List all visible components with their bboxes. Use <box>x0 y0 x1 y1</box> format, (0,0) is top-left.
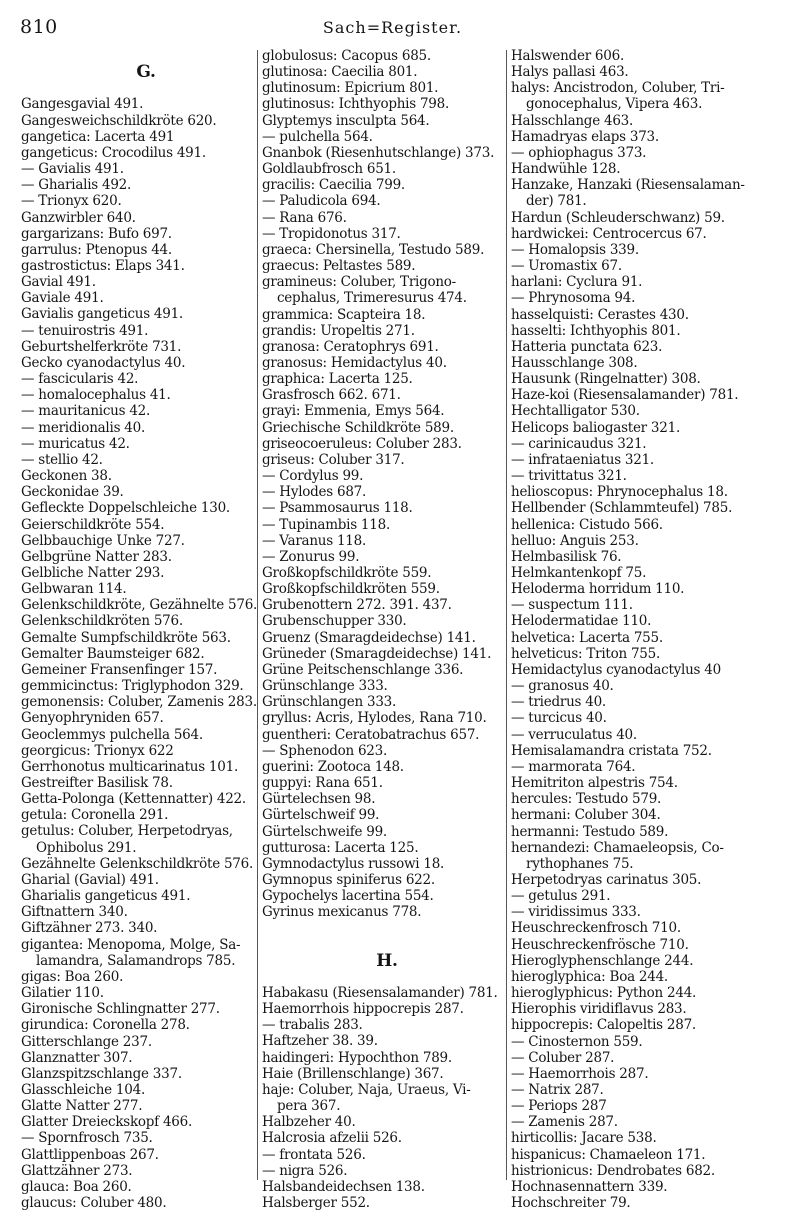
index-entry: Gironische Schlingnatter 277. <box>21 1001 220 1018</box>
index-entry: Handwühle 128. <box>511 161 621 178</box>
index-entry: glauca: Boa 260. <box>21 1178 132 1195</box>
index-entry: Gezähnelte Gelenkschildkröte 576. <box>21 855 254 872</box>
index-entry: gastrostictus: Elaps 341. <box>21 258 185 274</box>
index-entry: Großkopfschildkröten 559. <box>262 581 440 598</box>
index-entry: hirticollis: Jacare 538. <box>511 1130 657 1147</box>
index-entry: Gestreifter Basilisk 78. <box>21 775 173 791</box>
index-column-2 <box>262 48 512 1211</box>
spacer <box>262 969 512 985</box>
index-entry: Geckonen 38. <box>21 468 112 485</box>
index-column-3 <box>511 48 773 1211</box>
index-entry: — Paludicola 694. <box>262 193 381 210</box>
index-entry: Giftnattern 340. <box>21 904 128 921</box>
index-entry: glaucus: Coluber 480. <box>21 1195 167 1211</box>
index-entry: Gitterschlange 237. <box>21 1033 152 1050</box>
index-entry: Gangesweichschildkröte 620. <box>21 112 217 129</box>
index-entry: gigantea: Menopoma, Molge, Sa- <box>21 936 241 953</box>
index-entry: Halys pallasi 463. <box>511 64 629 81</box>
index-entry: getulus: Coluber, Herpetodryas, <box>21 823 233 840</box>
index-entry: hellenica: Cistudo 566. <box>511 516 663 533</box>
index-entry: Gürtelschweif 99. <box>262 807 380 824</box>
index-entry: grammica: Scapteira 18. <box>262 306 426 323</box>
index-entry: Gürtelschweife 99. <box>262 823 387 840</box>
index-entry: Gymnopus spiniferus 622. <box>262 871 435 888</box>
index-entry: gigas: Boa 260. <box>21 968 124 985</box>
index-entry: — Psammosaurus 118. <box>262 500 413 517</box>
index-entry: georgicus: Trionyx 622 <box>21 742 174 759</box>
index-entry: — trabalis 283. <box>262 1017 363 1034</box>
index-entry: hermani: Coluber 304. <box>511 807 661 824</box>
index-entry: Gefleckte Doppelschleiche 130. <box>21 500 230 517</box>
index-entry: hasselti: Ichthyophis 801. <box>511 322 681 339</box>
index-entry: griseus: Coluber 317. <box>262 451 405 468</box>
index-entry: globulosus: Cacopus 685. <box>262 48 431 64</box>
index-entry: — Varanus 118. <box>262 532 367 549</box>
index-entry: getula: Coronella 291. <box>21 807 169 824</box>
index-entry: — turcicus 40. <box>511 710 607 727</box>
index-entry: Glanzspitzschlange 337. <box>21 1065 182 1082</box>
index-entry: gangetica: Lacerta 491 <box>21 128 175 145</box>
index-entry: Gavialis gangeticus 491. <box>21 306 183 323</box>
index-entry: Gemeiner Fransenfinger 157. <box>21 661 218 678</box>
index-entry: — Sphenodon 623. <box>262 742 388 759</box>
index-entry: Genyophryniden 657. <box>21 710 164 727</box>
index-entry: halys: Ancistrodon, Coluber, Tri- <box>511 80 725 97</box>
index-entry: graphica: Lacerta 125. <box>262 371 413 388</box>
index-entry: Getta-Polonga (Kettennatter) 422. <box>21 791 246 808</box>
index-entry: — Gavialis 491. <box>21 161 124 178</box>
index-entry: Hochnasennattern 339. <box>511 1178 668 1195</box>
index-entry: hardwickei: Centrocercus 67. <box>511 225 707 242</box>
index-entry: — mauritanicus 42. <box>21 403 151 420</box>
index-entry: — tenuirostris 491. <box>21 322 149 339</box>
index-entry: — verruculatus 40. <box>511 726 637 743</box>
index-entry: graeca: Chersinella, Testudo 589. <box>262 241 485 258</box>
index-entry: garrulus: Ptenopus 44. <box>21 241 172 258</box>
index-entry: glutinosa: Caecilia 801. <box>262 64 418 81</box>
index-entry: Heuschreckenfrosch 710. <box>511 920 681 937</box>
index-entry: guentheri: Ceratobatrachus 657. <box>262 726 480 743</box>
index-entry: — stellio 42. <box>21 451 103 468</box>
index-entry: histrionicus: Dendrobates 682. <box>511 1162 715 1179</box>
index-entry: Grasfrosch 662. 671. <box>262 387 401 404</box>
index-entry: Hardun (Schleuderschwanz) 59. <box>511 209 725 226</box>
index-entry-continuation: lamandra, Salamandrops 785. <box>36 952 236 969</box>
index-entry: Herpetodryas carinatus 305. <box>511 871 702 888</box>
index-entry: — frontata 526. <box>262 1146 366 1163</box>
index-entry: — Zamenis 287. <box>511 1114 618 1131</box>
index-entry: Gangesgavial 491. <box>21 96 144 113</box>
index-entry: Grüneder (Smaragdeidechse) 141. <box>262 645 492 662</box>
index-entry: gemonensis: Coluber, Zamenis 283. <box>21 694 257 711</box>
index-entry: — Uromastix 67. <box>511 258 622 275</box>
index-entry: Geckonidae 39. <box>21 484 124 501</box>
index-entry: Hamadryas elaps 373. <box>511 128 659 145</box>
index-entry: — Gharialis 492. <box>21 177 132 194</box>
index-entry: Goldlaubfrosch 651. <box>262 161 396 178</box>
index-entry: hippocrepis: Calopeltis 287. <box>511 1017 696 1034</box>
index-entry: Gaviale 491. <box>21 290 104 307</box>
index-entry: gemmicinctus: Triglyphodon 329. <box>21 678 244 695</box>
index-entry: — Tupinambis 118. <box>262 516 390 533</box>
index-entry: Halsbandeidechsen 138. <box>262 1178 425 1195</box>
index-entry: Gelbbauchige Unke 727. <box>21 532 185 549</box>
index-entry: — carinicaudus 321. <box>511 435 647 452</box>
index-entry: Glanznatter 307. <box>21 1049 133 1066</box>
index-entry: Gemalte Sumpfschildkröte 563. <box>21 629 231 646</box>
index-entry: harlani: Cyclura 91. <box>511 274 643 291</box>
index-entry: — meridionalis 40. <box>21 419 146 436</box>
spacer <box>262 920 512 936</box>
index-entry: helioscopus: Phrynocephalus 18. <box>511 484 728 501</box>
index-entry: — Spornfrosch 735. <box>21 1130 153 1147</box>
index-entry: — Cinosternon 559. <box>511 1033 643 1050</box>
index-entry: Halsberger 552. <box>262 1195 370 1211</box>
index-entry: hasselquisti: Cerastes 430. <box>511 306 689 323</box>
index-entry: gutturosa: Lacerta 125. <box>262 839 419 856</box>
index-entry: — fascicularis 42. <box>21 371 139 388</box>
index-entry: Gyrinus mexicanus 778. <box>262 904 422 921</box>
index-entry: Grünschlange 333. <box>262 678 388 695</box>
index-entry: Haftzeher 38. 39. <box>262 1033 378 1050</box>
index-entry: Hochschreiter 79. <box>511 1195 631 1211</box>
index-entry: Glatter Dreieckskopf 466. <box>21 1114 193 1131</box>
index-entry: grandis: Uropeltis 271. <box>262 322 415 339</box>
index-entry: gramineus: Coluber, Trigono- <box>262 274 456 291</box>
index-entry: guerini: Zootoca 148. <box>262 758 404 775</box>
index-entry: Heloderma horridum 110. <box>511 581 685 598</box>
index-entry: gracilis: Caecilia 799. <box>262 177 405 194</box>
index-entry: — Homalopsis 339. <box>511 241 639 258</box>
index-entry: Gharialis gangeticus 491. <box>21 888 191 905</box>
index-entry: Gelbliche Natter 293. <box>21 564 165 581</box>
index-entry: Giftzähner 273. 340. <box>21 920 158 937</box>
index-entry: Hausunk (Ringelnatter) 308. <box>511 371 701 388</box>
index-entry: — getulus 291. <box>511 888 611 905</box>
index-entry: granosus: Hemidactylus 40. <box>262 354 447 371</box>
index-entry: Haze-koi (Riesensalamander) 781. <box>511 387 739 404</box>
index-entry: Hechtalligator 530. <box>511 403 640 420</box>
index-entry: haje: Coluber, Naja, Uraeus, Vi- <box>262 1081 471 1098</box>
index-entry: hermanni: Testudo 589. <box>511 823 669 840</box>
index-entry: — Trionyx 620. <box>21 193 122 210</box>
index-entry: — Coluber 287. <box>511 1049 615 1066</box>
index-entry: Helicops baliogaster 321. <box>511 419 680 436</box>
index-entry: Halcrosia afzelii 526. <box>262 1130 402 1147</box>
index-entry: Halsschlange 463. <box>511 112 634 129</box>
index-entry-continuation: Ophibolus 291. <box>36 839 137 856</box>
index-entry: Hieroglyphenschlange 244. <box>511 952 694 969</box>
index-entry: — Cordylus 99. <box>262 468 364 485</box>
index-entry: Grüne Peitschenschlange 336. <box>262 661 464 678</box>
index-entry: — homalocephalus 41. <box>21 387 171 404</box>
index-entry: Glattzähner 273. <box>21 1162 133 1179</box>
section-letter-heading: G. <box>136 62 156 83</box>
index-entry: grayi: Emmenia, Emys 564. <box>262 403 445 420</box>
index-entry: — Hylodes 687. <box>262 484 367 501</box>
index-entry: Geierschildkröte 554. <box>21 516 165 533</box>
index-entry: Hierophis viridiflavus 283. <box>511 1001 687 1018</box>
index-entry: Hatteria punctata 623. <box>511 338 663 355</box>
index-entry: Glyptemys insculpta 564. <box>262 112 430 129</box>
index-entry: Griechische Schildkröte 589. <box>262 419 454 436</box>
index-entry: Gymnodactylus russowi 18. <box>262 855 445 872</box>
index-entry: guppyi: Rana 651. <box>262 775 383 792</box>
index-entry: helluo: Anguis 253. <box>511 532 639 549</box>
index-entry: griseocoeruleus: Coluber 283. <box>262 435 462 452</box>
index-entry: Grubenottern 272. 391. 437. <box>262 597 452 614</box>
index-entry: — marmorata 764. <box>511 758 636 775</box>
index-entry: hieroglyphicus: Python 244. <box>511 985 697 1002</box>
index-entry: hispanicus: Chamaeleon 171. <box>511 1146 706 1163</box>
index-entry: haidingeri: Hypochthon 789. <box>262 1049 452 1066</box>
index-entry: Gecko cyanodactylus 40. <box>21 354 186 371</box>
index-entry: Grünschlangen 333. <box>262 694 397 711</box>
running-head: Sach=Register. <box>322 18 463 37</box>
index-entry: helveticus: Triton 755. <box>511 645 661 662</box>
index-entry: Glatte Natter 277. <box>21 1098 143 1115</box>
index-entry: Hemidactylus cyanodactylus 40 <box>511 661 721 678</box>
index-entry: Gemalter Baumsteiger 682. <box>21 645 205 662</box>
section-letter-heading: H. <box>376 950 398 971</box>
index-entry: Habakasu (Riesensalamander) 781. <box>262 985 498 1002</box>
index-entry: — muricatus 42. <box>21 435 130 452</box>
index-entry: Haie (Brillenschlange) 367. <box>262 1065 444 1082</box>
index-entry: — ophiophagus 373. <box>511 144 647 161</box>
index-entry: Hemisalamandra cristata 752. <box>511 742 712 759</box>
index-entry: Hanzake, Hanzaki (Riesensalaman- <box>511 177 745 194</box>
index-entry: Gelenkschildkröte, Gezähnelte 576. <box>21 597 258 614</box>
index-entry: Halswender 606. <box>511 48 624 64</box>
index-entry: — Zonurus 99. <box>262 548 360 565</box>
index-entry: — granosus 40. <box>511 678 614 695</box>
index-entry: — Rana 676. <box>262 209 347 226</box>
index-entry: Gelenkschildkröten 576. <box>21 613 183 630</box>
index-entry: Gavial 491. <box>21 274 96 291</box>
index-entry: Hemitriton alpestris 754. <box>511 775 678 792</box>
index-entry: hieroglyphica: Boa 244. <box>511 968 668 985</box>
index-entry: Gilatier 110. <box>21 985 104 1002</box>
index-entry: gryllus: Acris, Hylodes, Rana 710. <box>262 710 487 727</box>
index-entry-continuation: rythophanes 75. <box>526 855 634 872</box>
index-entry-continuation: cephalus, Trimeresurus 474. <box>277 290 467 307</box>
index-entry: Großkopfschildkröte 559. <box>262 565 432 581</box>
index-entry: hercules: Testudo 579. <box>511 791 662 808</box>
index-entry: glutinosus: Ichthyophis 798. <box>262 96 450 113</box>
index-entry: glutinosum: Epicrium 801. <box>262 80 439 97</box>
index-entry: — Periops 287 <box>511 1098 607 1115</box>
index-entry: — Natrix 287. <box>511 1082 604 1098</box>
index-entry: — triedrus 40. <box>511 694 606 711</box>
index-entry: Heuschreckenfrösche 710. <box>511 936 689 953</box>
index-entry: Helmbasilisk 76. <box>511 548 622 565</box>
index-entry-continuation: der) 781. <box>526 193 587 210</box>
index-entry: Halbzeher 40. <box>262 1114 356 1131</box>
index-entry: — nigra 526. <box>262 1162 348 1179</box>
index-entry: — suspectum 111. <box>511 597 633 614</box>
index-entry: — Haemorrhois 287. <box>511 1065 649 1082</box>
index-entry: Haemorrhois hippocrepis 287. <box>262 1001 464 1018</box>
index-entry: Gelbwaran 114. <box>21 581 127 598</box>
index-entry: Hausschlange 308. <box>511 354 638 371</box>
index-entry: Hellbender (Schlammteufel) 785. <box>511 500 733 517</box>
index-entry: graecus: Peltastes 589. <box>262 258 416 275</box>
index-entry: Gerrhonotus multicarinatus 101. <box>21 758 238 775</box>
spacer <box>21 80 271 96</box>
index-entry: Glasschleiche 104. <box>21 1081 145 1098</box>
index-entry: Gelbgrüne Natter 283. <box>21 548 172 565</box>
index-entry: Gharial (Gavial) 491. <box>21 871 159 888</box>
index-entry: granosa: Ceratophrys 691. <box>262 338 439 355</box>
index-entry: Gypochelys lacertina 554. <box>262 888 434 905</box>
index-entry: — Phrynosoma 94. <box>511 290 636 307</box>
index-entry: gargarizans: Bufo 697. <box>21 225 172 242</box>
index-entry: Grubenschupper 330. <box>262 613 407 630</box>
index-entry: Geoclemmys pulchella 564. <box>21 726 203 743</box>
index-column-1 <box>21 48 271 1211</box>
index-entry: Geburtshelferkröte 731. <box>21 338 182 355</box>
index-entry: Glattlippenboas 267. <box>21 1146 159 1163</box>
index-entry-continuation: gonocephalus, Vipera 463. <box>526 96 703 113</box>
index-entry: helvetica: Lacerta 755. <box>511 629 663 646</box>
index-entry: girundica: Coronella 278. <box>21 1017 190 1034</box>
index-entry: gangeticus: Crocodilus 491. <box>21 144 206 161</box>
index-entry-continuation: pera 367. <box>277 1098 341 1115</box>
index-entry: Gruenz (Smaragdeidechse) 141. <box>262 629 476 646</box>
index-entry: hernandezi: Chamaeleopsis, Co- <box>511 839 724 856</box>
index-entry: — Tropidonotus 317. <box>262 225 401 242</box>
index-entry: — trivittatus 321. <box>511 468 627 485</box>
index-entry: Helmkantenkopf 75. <box>511 565 647 581</box>
index-entry: — infrataeniatus 321. <box>511 451 654 468</box>
index-entry: Gnanbok (Riesenhutschlange) 373. <box>262 144 495 161</box>
index-entry: Helodermatidae 110. <box>511 613 652 630</box>
index-entry: — pulchella 564. <box>262 128 373 145</box>
page-number: 810 <box>20 16 58 38</box>
index-entry: Ganzwirbler 640. <box>21 209 136 226</box>
index-entry: Gürtelechsen 98. <box>262 791 376 808</box>
index-entry: — viridissimus 333. <box>511 904 641 921</box>
